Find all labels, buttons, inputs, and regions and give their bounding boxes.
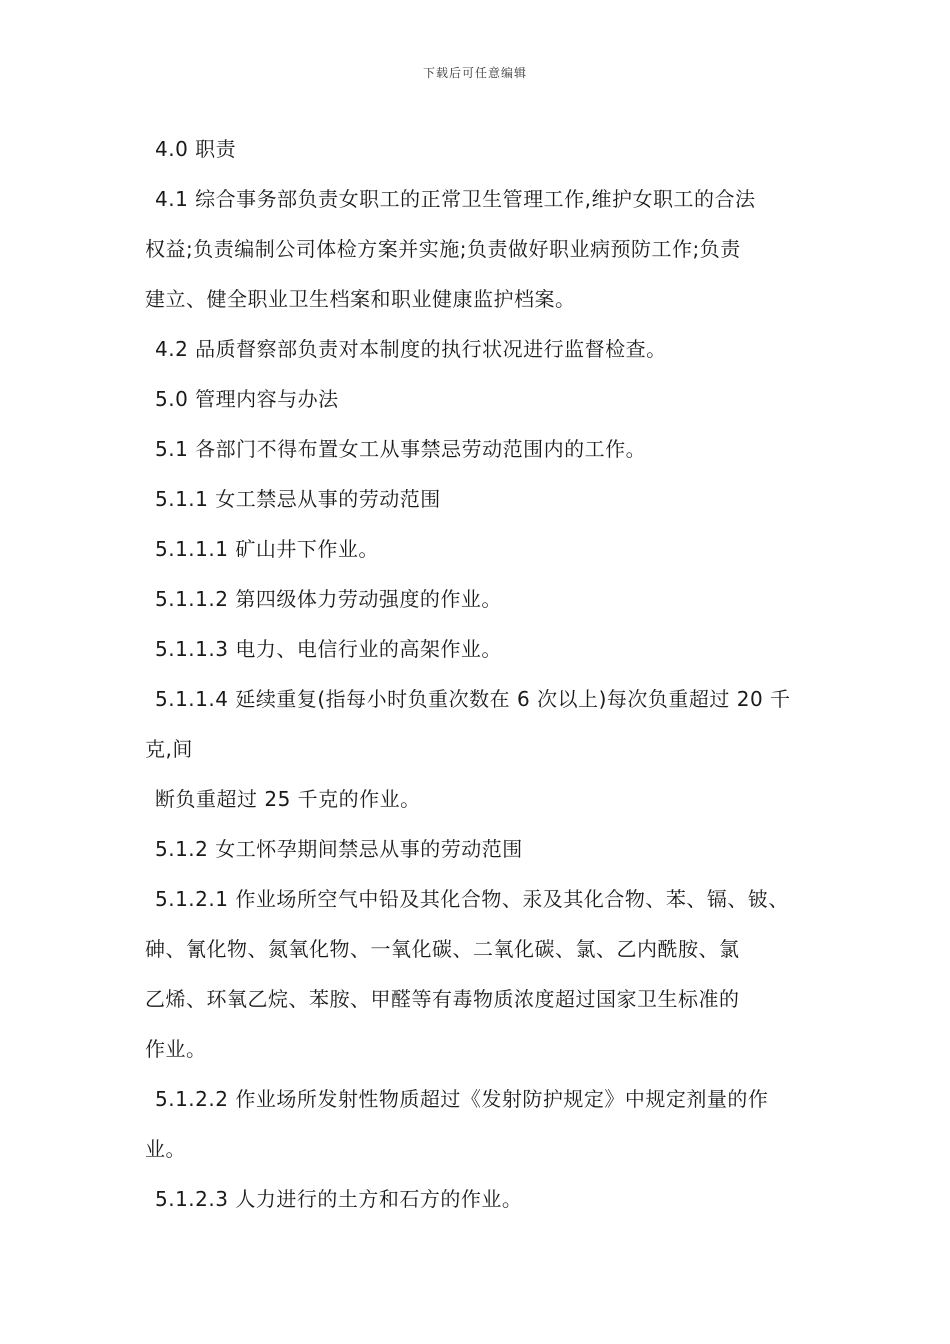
- text-line: 5.1.2.3 人力进行的土方和石方的作业。: [155, 1187, 523, 1211]
- text-line: 5.1.1.1 矿山井下作业。: [155, 537, 379, 561]
- text-line: 5.1.1.2 第四级体力劳动强度的作业。: [155, 587, 502, 611]
- text-line: 4.2 品质督察部负责对本制度的执行状况进行监督检查。: [155, 337, 667, 361]
- text-line: 4.1 综合事务部负责女职工的正常卫生管理工作,维护女职工的合法: [155, 187, 756, 211]
- text-line: 断负重超过 25 千克的作业。: [155, 787, 421, 811]
- text-line: 5.1.2.1 作业场所空气中铅及其化合物、汞及其化合物、苯、镉、铍、: [155, 887, 789, 911]
- text-line: 5.1.1.3 电力、电信行业的高架作业。: [155, 637, 502, 661]
- text-line: 业。: [145, 1137, 186, 1161]
- text-line: 建立、健全职业卫生档案和职业健康监护档案。: [145, 287, 576, 311]
- text-line: 克,间: [145, 737, 193, 761]
- text-line: 5.1 各部门不得布置女工从事禁忌劳动范围内的工作。: [155, 437, 647, 461]
- document-body: [145, 124, 825, 1224]
- text-line: 作业。: [145, 1037, 207, 1061]
- text-line: 5.1.1 女工禁忌从事的劳动范围: [155, 487, 441, 511]
- text-line: 砷、氰化物、氮氧化物、一氧化碳、二氧化碳、氯、乙内酰胺、氯: [145, 937, 740, 961]
- text-line: 5.0 管理内容与办法: [155, 387, 339, 411]
- text-line: 5.1.2 女工怀孕期间禁忌从事的劳动范围: [155, 837, 523, 861]
- text-line: 5.1.1.4 延续重复(指每小时负重次数在 6 次以上)每次负重超过 20 千: [155, 687, 791, 711]
- page-header: 下载后可任意编辑: [422, 66, 527, 80]
- text-line: 5.1.2.2 作业场所发射性物质超过《发射防护规定》中规定剂量的作: [155, 1087, 769, 1111]
- text-line: 乙烯、环氧乙烷、苯胺、甲醛等有毒物质浓度超过国家卫生标准的: [145, 987, 740, 1011]
- text-line: 4.0 职责: [155, 137, 237, 161]
- text-line: 权益;负责编制公司体检方案并实施;负责做好职业病预防工作;负责: [145, 237, 741, 261]
